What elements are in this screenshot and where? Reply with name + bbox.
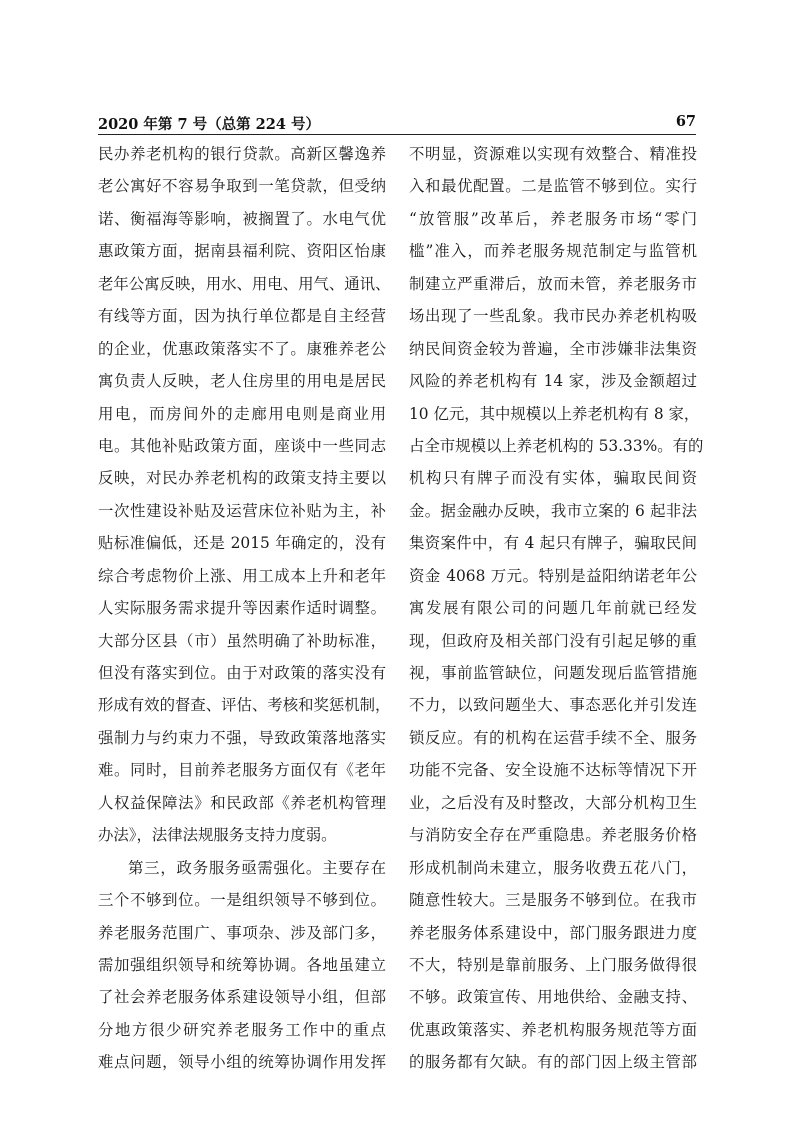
- issue-label: 2020 年第 7 号（总第 224 号）: [98, 116, 320, 133]
- text-line: 养老服务体系建设中，部门服务跟进力度: [409, 923, 697, 942]
- text-line: 占全市规模以上养老机构的 53.33%。有的: [409, 436, 704, 455]
- header-rule: [98, 134, 696, 135]
- text-line: 养老服务范围广、事项杂、涉及部门多，: [98, 923, 386, 942]
- text-line: 综合考虑物价上涨、用工成本上升和老年: [98, 566, 386, 585]
- text-line: 不力，以致问题坐大、事态恶化并引发连: [409, 696, 697, 715]
- text-line: 老年公寓反映，用水、用电、用气、通讯、: [98, 274, 391, 293]
- text-line: “放管服”改革后，养老服务市场“零门: [409, 209, 697, 228]
- text-line: 集资案件中，有 4 起只有牌子，骗取民间: [409, 534, 697, 553]
- text-line: 但没有落实到位。由于对政策的落实没有: [98, 664, 386, 682]
- text-line: 有线等方面，因为执行单位都是自主经营: [98, 307, 386, 326]
- text-line: 不明显，资源难以实现有效整合、精准投: [409, 145, 697, 163]
- text-line: 贴标准偏低，还是 2015 年确定的，没有: [98, 534, 386, 553]
- text-line: 视，事前监管缺位，问题发现后监管措施: [409, 664, 697, 682]
- text-line: 形成机制尚未建立，服务收费五花八门，: [409, 858, 697, 877]
- text-line: 不大，特别是靠前服务、上门服务做得很: [409, 955, 697, 974]
- text-line: 机构只有牌子而没有实体，骗取民间资: [409, 469, 697, 488]
- text-line: 反映，对民办养老机构的政策支持主要以: [98, 469, 386, 488]
- text-line: 10 亿元，其中规模以上养老机构有 8 家，: [409, 404, 700, 423]
- text-line: 随意性较大。三是服务不够到位。在我市: [409, 891, 697, 910]
- text-line: 一次性建设补贴及运营床位补贴为主，补: [98, 501, 386, 520]
- text-line: 三个不够到位。一是组织领导不够到位。: [98, 891, 386, 910]
- text-line: 风险的养老机构有 14 家，涉及金额超过: [409, 372, 697, 391]
- text-line: 人实际服务需求提升等因素作适时调整。: [98, 599, 386, 618]
- text-line: 寓发展有限公司的问题几年前就已经发: [409, 599, 697, 618]
- text-line: 与消防安全存在严重隐患。养老服务价格: [409, 826, 697, 845]
- text-line: 寓负责人反映，老人住房里的用电是居民: [98, 372, 386, 391]
- text-line: 强制力与约束力不强，导致政策落地落实: [98, 728, 386, 747]
- text-line: 惠政策方面，据南县福利院、资阳区怡康: [98, 242, 386, 261]
- text-line: 难。同时，目前养老服务方面仅有《老年: [98, 761, 386, 780]
- text-line: 的服务都有欠缺。有的部门因上级主管部: [409, 1053, 697, 1072]
- text-line: 分地方很少研究养老服务工作中的重点: [98, 1020, 386, 1039]
- text-line: 老公寓好不容易争取到一笔贷款，但受纳: [98, 177, 386, 196]
- text-line: 办法》，法律法规服务支持力度弱。: [98, 826, 337, 845]
- text-line: 民办养老机构的银行贷款。高新区馨逸养: [98, 145, 386, 163]
- text-line: 第三，政务服务亟需强化。主要存在: [128, 858, 386, 877]
- text-line: 功能不完备、安全设施不达标等情况下开: [409, 761, 697, 780]
- text-line: 诺、衡福海等影响，被搁置了。水电气优: [98, 209, 386, 228]
- text-line: 形成有效的督查、评估、考核和奖惩机制，: [98, 696, 391, 715]
- text-line: 用电，而房间外的走廊用电则是商业用: [98, 404, 386, 423]
- page-header: [98, 113, 696, 135]
- text-line: 业，之后没有及时整改，大部分机构卫生: [409, 793, 697, 812]
- text-line: 现，但政府及相关部门没有引起足够的重: [409, 631, 697, 650]
- text-line: 难点问题，领导小组的统筹协调作用发挥: [98, 1053, 386, 1072]
- text-line: 场出现了一些乱象。我市民办养老机构吸: [409, 307, 697, 326]
- text-line: 大部分区县（市）虽然明确了补助标准，: [98, 631, 386, 650]
- text-line: 入和最优配置。二是监管不够到位。实行: [409, 177, 697, 196]
- text-line: 锁反应。有的机构在运营手续不全、服务: [409, 728, 697, 747]
- text-line: 槛”准入，而养老服务规范制定与监管机: [409, 242, 697, 261]
- text-line: 纳民间资金较为普遍，全市涉嫌非法集资: [409, 339, 697, 358]
- right-text-column: [409, 138, 704, 1072]
- text-line: 不够。政策宣传、用地供给、金融支持、: [409, 988, 697, 1007]
- text-line: 人权益保障法》和民政部《养老机构管理: [98, 793, 386, 812]
- page-number: 67: [675, 113, 696, 130]
- text-line: 资金 4068 万元。特别是益阳纳诺老年公: [409, 566, 697, 585]
- text-line: 了社会养老服务体系建设领导小组，但部: [98, 988, 386, 1007]
- text-line: 优惠政策落实、养老机构服务规范等方面: [409, 1020, 697, 1039]
- text-line: 需加强组织领导和统筹协调。各地虽建立: [98, 955, 386, 974]
- text-line: 金。据金融办反映，我市立案的 6 起非法: [409, 501, 697, 520]
- text-line: 的企业，优惠政策落实不了。康雅养老公: [98, 339, 386, 358]
- left-text-column: [98, 138, 391, 1072]
- text-line: 电。其他补贴政策方面，座谈中一些同志: [98, 436, 386, 455]
- text-line: 制建立严重滞后，放而未管，养老服务市: [409, 274, 697, 293]
